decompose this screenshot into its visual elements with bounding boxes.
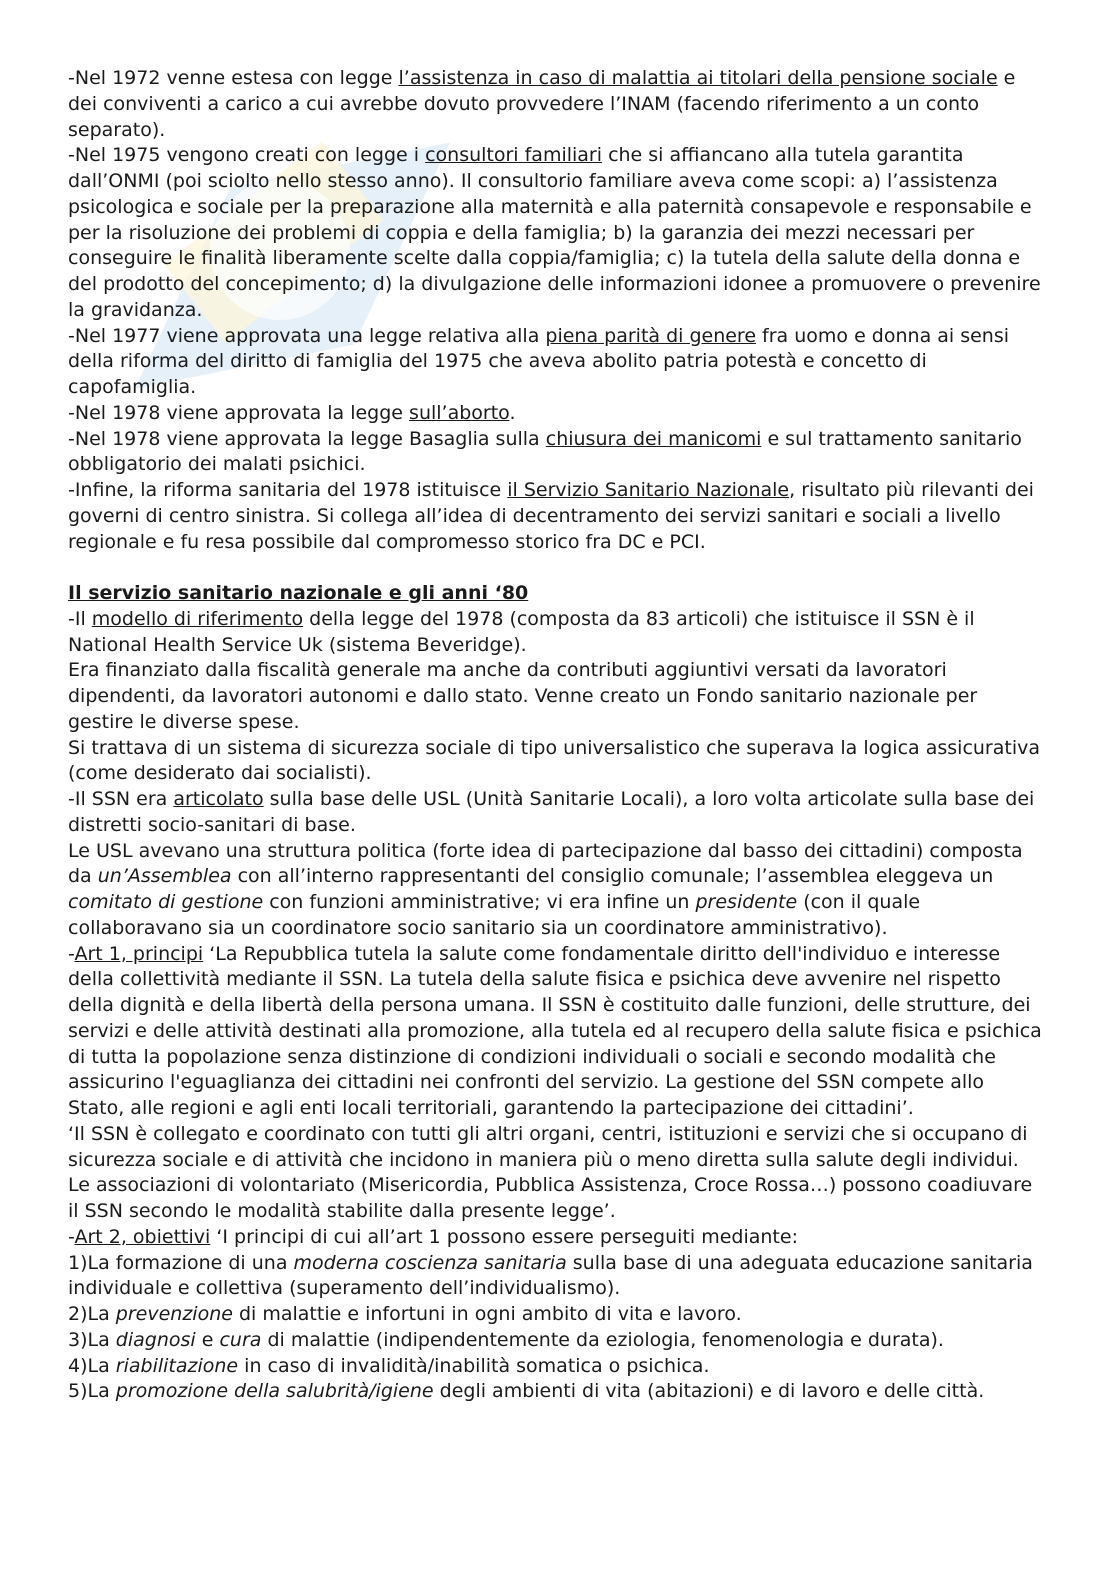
paragraph — [68, 1354, 1043, 1380]
text-run: 5)La — [68, 1380, 116, 1403]
paragraph — [68, 1173, 1043, 1225]
text-run: Le USL avevano una struttura politica (forte idea di partecipazione dal basso dei cittadini) composta da — [68, 839, 1023, 888]
text-run: 2)La — [68, 1303, 116, 1325]
paragraph-group-intro — [68, 66, 1043, 555]
text-run: - — [68, 942, 75, 965]
text-run: ‘I principi di cui all’art 1 possono essere perseguiti mediante: — [210, 1225, 798, 1248]
text-run: e sul trattamento sanitario obbligatorio dei malati psichici. — [68, 427, 1022, 476]
text-run: sulla base di una adeguata educazione sanitaria individuale e collettiva (superamento dell’individualismo). — [68, 1251, 1033, 1300]
underlined-text: Art 2, obiettivi — [74, 1225, 211, 1248]
italic-text: diagnosi — [115, 1328, 196, 1351]
text-run: - — [68, 1225, 75, 1248]
underlined-text: consultori familiari — [425, 144, 603, 167]
paragraph — [68, 1251, 1043, 1303]
paragraph — [68, 658, 1043, 735]
text-run: con funzioni amministrative; vi era infine un — [263, 891, 696, 913]
document-page — [68, 66, 1043, 1405]
paragraph — [68, 1302, 1043, 1328]
text-run: -Il SSN era — [68, 788, 174, 810]
italic-text: un’Assemblea — [97, 865, 232, 888]
text-run: Le associazioni di volontariato (Misericordia, Pubblica Assistenza, Croce Rossa…) possono coadiuvare il SSN secondo le modalità stabilite dalla presente legge’. — [68, 1174, 1033, 1222]
text-run: -Infine, la riforma sanitaria del 1978 istituisce — [68, 479, 508, 501]
italic-text: prevenzione — [115, 1303, 233, 1325]
text-run: -Nel 1975 vengono creati con legge i — [68, 144, 426, 167]
paragraph — [68, 1225, 1043, 1251]
paragraph — [68, 942, 1043, 1122]
text-run: degli ambienti di vita (abitazioni) e di lavoro e delle città. — [433, 1380, 985, 1403]
underlined-text: Art 1, principi — [74, 942, 204, 965]
text-run: che si affiancano alla tutela garantita dall’ONMI (poi sciolto nello stesso anno). Il consultorio familiare aveva come scopi: a) l’assistenza psicologica e sociale per la preparazione alla maternità e alla paternità consapevole e responsabile e per la risoluzione dei problemi di coppia e della famiglia; b) la garanzia dei mezzi necessari per conseguire le finalità liberamente scelte dalla coppia/famiglia; c) la tutela della salute della donna e del prodotto del concepimento; d) la divulgazione delle informazioni idonee a promuovere o prevenire la gravidanza. — [68, 144, 1041, 321]
text-run: -Nel 1972 venne estesa con legge — [68, 67, 399, 89]
text-run: -Nel 1977 viene approvata una legge relativa alla — [68, 324, 546, 347]
italic-text: comitato di gestione — [68, 891, 264, 913]
underlined-text: modello di riferimento — [91, 607, 304, 630]
text-run: della legge del 1978 (composta da 83 articoli) che istituisce il SSN è il National Health Service Uk (sistema Beveridge). — [68, 607, 975, 656]
text-run: Si trattava di un sistema di sicurezza sociale di tipo universalistico che superava la logica assicurativa (come desiderato dai socialisti). — [68, 736, 1040, 785]
text-run: 3)La — [68, 1328, 116, 1351]
text-run: -Nel 1978 viene approvata la legge Basaglia sulla — [68, 427, 546, 450]
paragraph — [68, 1328, 1043, 1354]
italic-text: promozione della salubrità/igiene — [115, 1380, 434, 1403]
underlined-text: l’assistenza in caso di malattia ai titolari della pensione sociale — [398, 67, 998, 89]
text-run: . — [509, 401, 516, 424]
italic-text: cura — [219, 1328, 262, 1351]
text-run: 4)La — [68, 1354, 116, 1377]
underlined-text: il Servizio Sanitario Nazionale — [507, 479, 790, 501]
text-run: ‘Il SSN è collegato e coordinato con tutti gli altri organi, centri, istituzioni e servizi che si occupano di sicurezza sociale e di attività che incidono in maniera più o meno diretta sulla salute degli individui. — [68, 1122, 1028, 1171]
text-run: ‘La Repubblica tutela la salute come fondamentale diritto dell'individuo e interesse della collettività mediante il SSN. La tutela della salute fisica e psichica deve avvenire nel rispetto della dignità e della libertà della persona umana. Il SSN è costituito dalle funzioni, delle strutture, dei servizi e delle attività destinati alla promozione, alla tutela ed al recupero della salute fisica e psichica di tutta la popolazione senza distinzione di condizioni individuali o sociali e secondo modalità che assicurino l'eguaglianza dei cittadini nei confronti del servizio. La gestione del SSN compete allo Stato, alle regioni e agli enti locali territoriali, garantendo la partecipazione dei cittadini’. — [68, 942, 1042, 1119]
text-run: , risultato più rilevanti dei governi di centro sinistra. Si collega all’idea di decentramento dei servizi sanitari e sociali a livello regionale e fu resa possibile dal compromesso storico fra DC e PCI. — [68, 479, 1034, 553]
italic-text: riabilitazione — [115, 1354, 239, 1377]
paragraph-group-ssn — [68, 607, 1043, 1405]
text-run: in caso di invalidità/inabilità somatica o psichica. — [238, 1354, 710, 1377]
text-run: -Il — [68, 607, 92, 630]
text-run: di malattie (indipendentemente da eziologia, fenomenologia e durata). — [261, 1328, 944, 1351]
text-run: e — [195, 1328, 220, 1351]
paragraph — [68, 478, 1043, 555]
text-run: (con il quale collaboravano sia un coordinatore socio sanitario sia un coordinatore amministrativo). — [68, 891, 921, 939]
underlined-text: articolato — [173, 788, 264, 810]
text-run: 1)La formazione di una — [68, 1251, 294, 1274]
paragraph — [68, 1122, 1043, 1174]
paragraph — [68, 607, 1043, 659]
paragraph — [68, 324, 1043, 401]
paragraph — [68, 787, 1043, 839]
underlined-text: sull’aborto — [409, 401, 510, 424]
paragraph — [68, 401, 1043, 427]
text-run: con all’interno rappresentanti del consiglio comunale; l’assemblea eleggeva un — [231, 865, 994, 888]
text-run: fra uomo e donna ai sensi della riforma del diritto di famiglia del 1975 che aveva abolito patria potestà e concetto di capofamiglia. — [68, 324, 1010, 398]
section-heading: Il servizio sanitario nazionale e gli anni ‘80 — [68, 582, 529, 604]
paragraph — [68, 736, 1043, 788]
underlined-text: chiusura dei manicomi — [545, 427, 762, 450]
text-run: -Nel 1978 viene approvata la legge — [68, 401, 410, 424]
paragraph — [68, 1379, 1043, 1405]
paragraph — [68, 143, 1043, 323]
italic-text: presidente — [695, 891, 798, 913]
text-run: di malattie e infortuni in ogni ambito di vita e lavoro. — [232, 1303, 742, 1325]
text-run: sulla base delle USL (Unità Sanitarie Locali), a loro volta articolate sulla base dei distretti socio-sanitari di base. — [68, 788, 1035, 836]
paragraph — [68, 66, 1043, 143]
paragraph — [68, 839, 1043, 942]
underlined-text: piena parità di genere — [545, 324, 757, 347]
text-run: e dei conviventi a carico a cui avrebbe dovuto provvedere l’INAM (facendo riferimento a un conto separato). — [68, 67, 1016, 141]
italic-text: moderna coscienza sanitaria — [293, 1251, 567, 1274]
text-run: Era finanziato dalla fiscalità generale ma anche da contributi aggiuntivi versati da lavoratori dipendenti, da lavoratori autonomi e dallo stato. Venne creato un Fondo sanitario nazionale per gestire le diverse spese. — [68, 659, 978, 733]
paragraph — [68, 427, 1043, 479]
